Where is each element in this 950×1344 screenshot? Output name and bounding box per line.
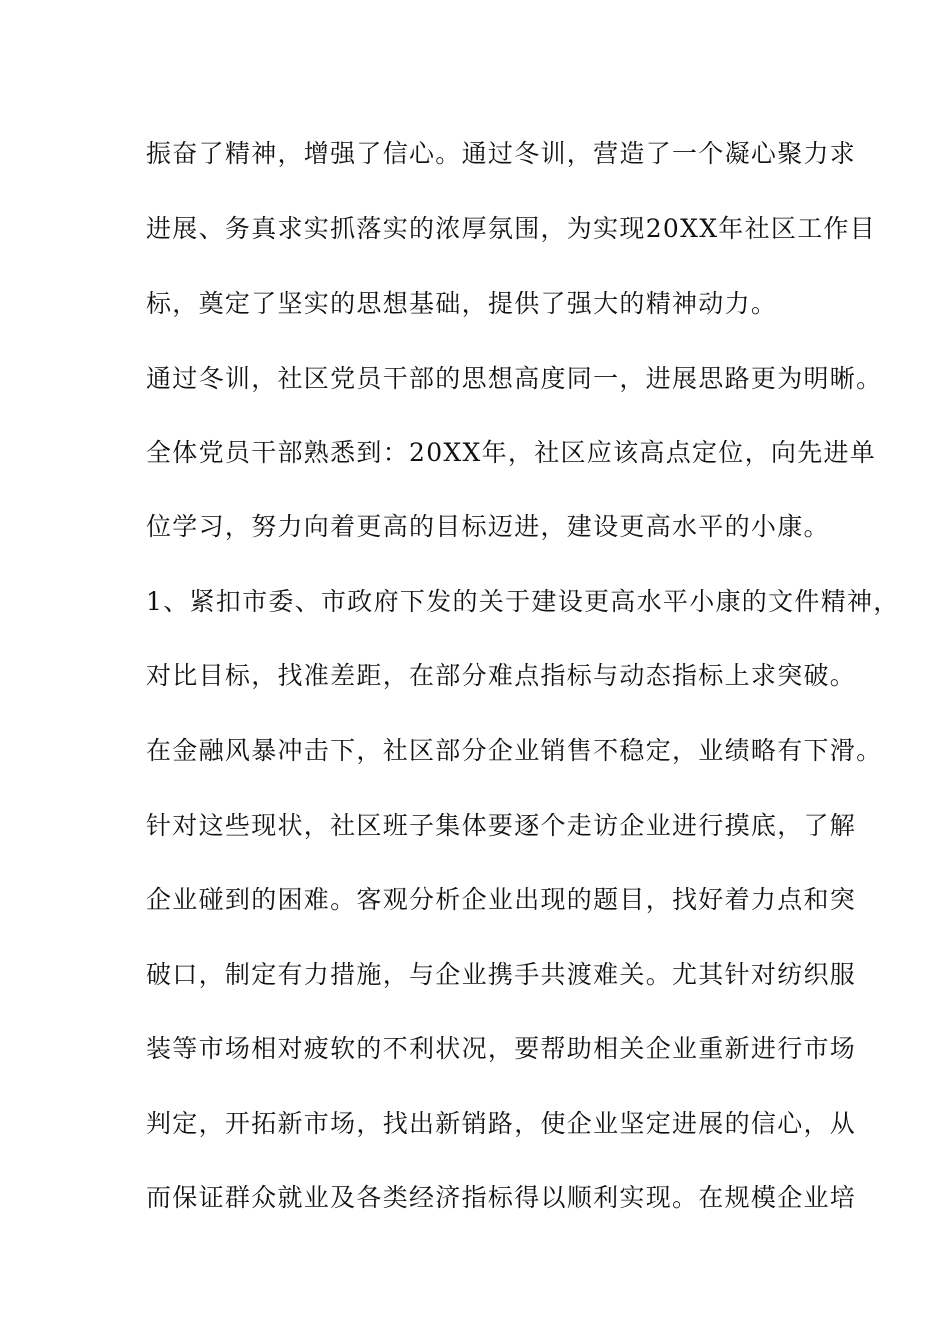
text-line: 振奋了精神，增强了信心。通过冬训，营造了一个凝心聚力求 <box>146 139 857 168</box>
text-line: 通过冬训，社区党员干部的思想高度同一，进展思路更为明晰。 <box>146 364 883 393</box>
text-line: 破口，制定有力措施，与企业携手共渡难关。尤其针对纺织服 <box>146 960 857 989</box>
text-line: 判定，开拓新市场，找出新销路，使企业坚定进展的信心，从 <box>146 1109 857 1138</box>
text-line: 而保证群众就业及各类经济指标得以顺利实现。在规模企业培 <box>146 1183 857 1212</box>
text-line: 企业碰到的困难。客观分析企业出现的题目，找好着力点和突 <box>146 885 857 914</box>
text-line: 针对这些现状，社区班子集体要逐个走访企业进行摸底，了解 <box>146 811 857 840</box>
text-line: 位学习，努力向着更高的目标迈进，建设更高水平的小康。 <box>146 512 830 541</box>
text-line: 装等市场相对疲软的不利状况，要帮助相关企业重新进行市场 <box>146 1034 857 1063</box>
text-line: 进展、务真求实抓落实的浓厚氛围，为实现20XX年社区工作目 <box>146 214 877 243</box>
text-line: 在金融风暴冲击下，社区部分企业销售不稳定，业绩略有下滑。 <box>146 736 883 765</box>
text-line: 对比目标，找准差距，在部分难点指标与动态指标上求突破。 <box>146 661 857 690</box>
text-line: 1、紧扣市委、市政府下发的关于建设更高水平小康的文件精神， <box>146 587 900 616</box>
text-line: 全体党员干部熟悉到：20XX年，社区应该高点定位，向先进单 <box>146 438 877 467</box>
text-line: 标，奠定了坚实的思想基础，提供了强大的精神动力。 <box>146 289 778 318</box>
